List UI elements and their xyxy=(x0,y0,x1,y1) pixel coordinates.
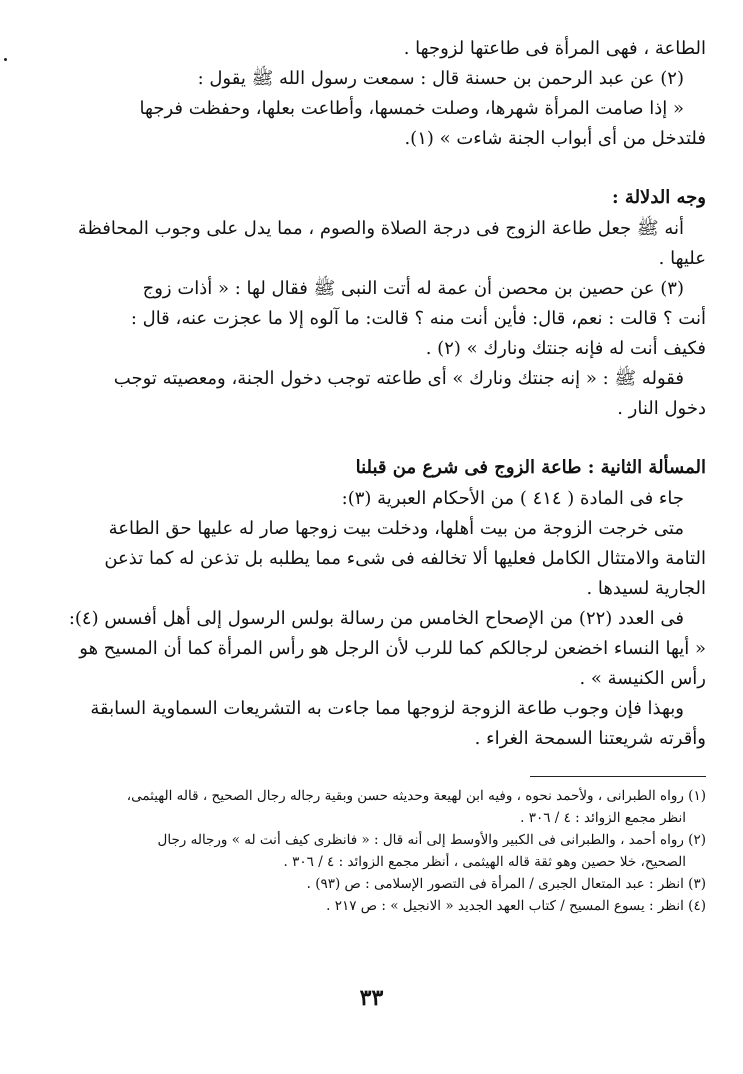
text-line: عليها . xyxy=(658,248,706,269)
section-heading: المسألة الثانية : طاعة الزوج فى شرع من قبلنا xyxy=(355,457,706,478)
text-line: دخول النار . xyxy=(617,398,706,419)
text-line: رأس الكنيسة » . xyxy=(579,668,706,689)
footnote: انظر مجمع الزوائد : ٤ / ٣٠٦ . xyxy=(520,810,686,826)
text-line: فكيف أنت له فإنه جنتك ونارك » (٢) . xyxy=(425,338,706,359)
text-line: « أيها النساء اخضعن لرجالكم كما للرب لأن الرجل هو رأس المرأة كما أن المسيح هو xyxy=(79,638,706,659)
footnote: (١) رواه الطبرانى ، ولأحمد نحوه ، وفيه ابن لهيعة وحديثه حسن وبقية رجاله رجال الصحيح ، قاله الهيثمى، xyxy=(126,788,706,804)
section-heading: وجه الدلالة : xyxy=(612,187,706,208)
footnote-divider xyxy=(530,776,706,777)
text-line: « إذا صامت المرأة شهرها، وصلت خمسها، وأطاعت بعلها، وحفظت فرجها xyxy=(139,98,684,119)
text-line: الطاعة ، فهى المرأة فى طاعتها لزوجها . xyxy=(403,38,706,59)
text-line: (٣) عن حصين بن محصن أن عمة له أتت النبى ﷺ فقال لها : « أذات زوج xyxy=(142,278,684,299)
text-line: فلتدخل من أى أبواب الجنة شاءت » (١). xyxy=(404,128,706,149)
page-body xyxy=(68,34,706,917)
text-line: وأقرته شريعتنا السمحة الغراء . xyxy=(474,728,706,749)
text-line: التامة والامتثال الكامل فعليها ألا تخالفه فى شىء مما يطلبه بل تذعن له كما تذعن xyxy=(104,548,706,569)
text-line: متى خرجت الزوجة من بيت أهلها، ودخلت بيت زوجها صار له عليها حق الطاعة xyxy=(108,518,684,539)
text-line: الجارية لسيدها . xyxy=(586,578,706,599)
text-line: أنت ؟ قالت : نعم، قال: فأين أنت منه ؟ قالت: ما آلوه إلا ما عجزت عنه، قال : xyxy=(130,308,706,329)
text-line: جاء فى المادة ( ٤١٤ ) من الأحكام العبرية (٣): xyxy=(341,488,684,509)
footnote: (٣) انظر : عبد المتعال الجبرى / المرأة فى التصور الإسلامى : ص (٩٣) . xyxy=(306,876,706,892)
text-line: وبهذا فإن وجوب طاعة الزوجة لزوجها مما جاءت به التشريعات السماوية السابقة xyxy=(90,698,684,719)
text-line: أنه ﷺ جعل طاعة الزوج فى درجة الصلاة والصوم ، مما يدل على وجوب المحافظة xyxy=(77,218,684,239)
margin-dot xyxy=(4,58,7,61)
footnote: الصحيح، خلا حصين وهو ثقة قاله الهيثمى ، أنظر مجمع الزوائد : ٤ / ٣٠٦ . xyxy=(283,854,686,870)
text-line: فى العدد (٢٢) من الإصحاح الخامس من رسالة بولس الرسول إلى أهل أفسس (٤): xyxy=(68,608,684,629)
footnote: (٤) انظر : يسوع المسيح / كتاب العهد الجديد « الانجيل » : ص ٢١٧ . xyxy=(326,898,706,914)
text-line: (٢) عن عبد الرحمن بن حسنة قال : سمعت رسول الله ﷺ يقول : xyxy=(197,68,684,89)
text-line: فقوله ﷺ : « إنه جنتك ونارك » أى طاعته توجب دخول الجنة، ومعصيته توجب xyxy=(113,368,684,389)
page-number: ٣٣ xyxy=(359,985,384,1011)
footnote: (٢) رواه أحمد ، والطبرانى فى الكبير والأوسط إلى أنه قال : « فانظرى كيف أنت له » ورجاله رجال xyxy=(157,832,706,848)
